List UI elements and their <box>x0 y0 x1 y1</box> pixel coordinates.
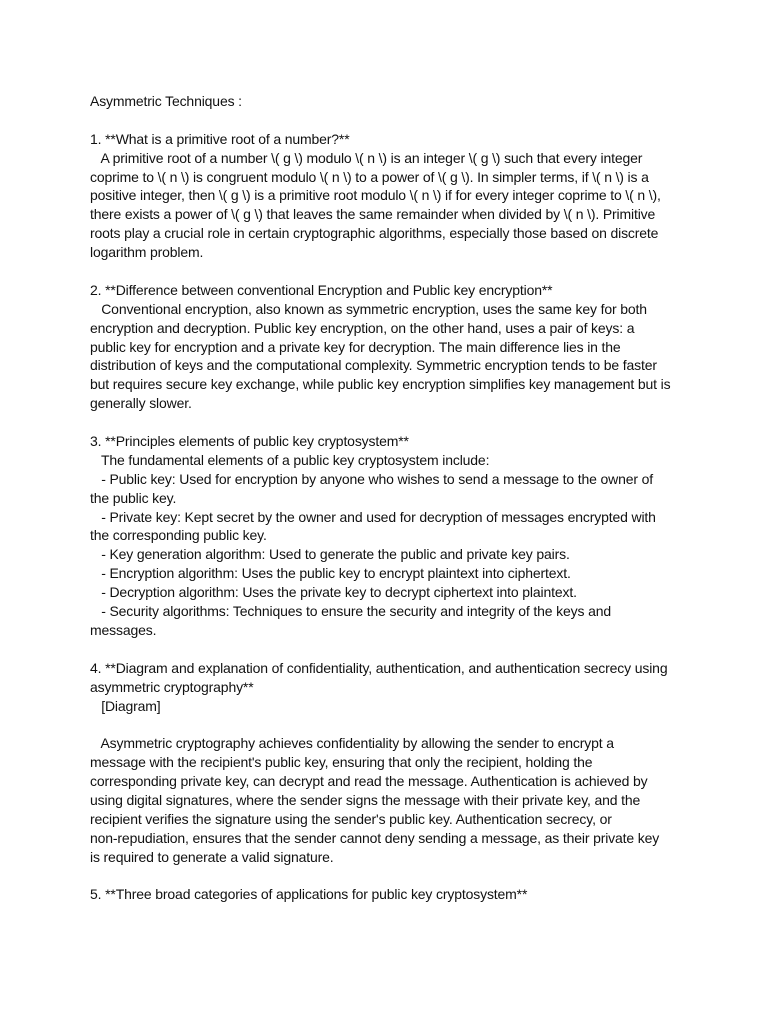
section-4-line: using digital signatures, where the sender signs the message with their private key, and the <box>90 791 641 808</box>
document-body <box>90 92 690 904</box>
section-1-line: logarithm problem. <box>90 244 204 261</box>
section-2-heading: 2. **Difference between conventional Encryption and Public key encryption** <box>90 281 553 298</box>
section-4-heading: 4. **Diagram and explanation of confidentiality, authentication, and authentication secrecy using <box>90 659 668 676</box>
section-2-line: encryption and decryption. Public key encryption, on the other hand, uses a pair of keys: a <box>90 319 635 336</box>
section-1-line: positive integer, then \( g \) is a primitive root modulo \( n \) if for every integer coprime to \( n \), <box>90 187 661 204</box>
section-3-line: - Decryption algorithm: Uses the private key to decrypt ciphertext into plaintext. <box>90 584 577 601</box>
section-2-line: distribution of keys and the computational complexity. Symmetric encryption tends to be faster <box>90 357 657 374</box>
section-3-line: the corresponding public key. <box>90 527 267 544</box>
section-1-line: coprime to \( n \) is congruent modulo \( n \) to a power of \( g \). In simpler terms, if \( n \) is a <box>90 168 649 185</box>
section-4-line: Asymmetric cryptography achieves confidentiality by allowing the sender to encrypt a <box>90 735 614 752</box>
section-5-heading: 5. **Three broad categories of applications for public key cryptosystem** <box>90 886 528 903</box>
section-2-line: public key for encryption and a private key for decryption. The main difference lies in the <box>90 338 621 355</box>
blank-line <box>90 867 690 886</box>
blank-line <box>90 262 690 281</box>
section-4-line: non-repudiation, ensures that the sender cannot deny sending a message, as their private key <box>90 829 660 846</box>
section-4-line: message with the recipient's public key, ensuring that only the recipient, holding the <box>90 754 593 771</box>
blank-line <box>90 111 690 130</box>
section-4-line: is required to generate a valid signature. <box>90 848 334 865</box>
section-3-line: the public key. <box>90 489 177 506</box>
section-1-line: there exists a power of \( g \) that leaves the same remainder when divided by \( n \). Primitive <box>90 206 656 223</box>
section-3-heading: 3. **Principles elements of public key cryptosystem** <box>90 433 409 450</box>
section-3-line: - Security algorithms: Techniques to ensure the security and integrity of the keys and <box>90 603 612 620</box>
blank-line <box>90 715 690 734</box>
section-1-line: roots play a crucial role in certain cryptographic algorithms, especially those based on discrete <box>90 225 659 242</box>
section-2-line: generally slower. <box>90 395 192 412</box>
diagram-placeholder: [Diagram] <box>90 697 161 714</box>
section-2-line: but requires secure key exchange, while public key encryption simplifies key management but is <box>90 376 671 393</box>
section-3-line: - Key generation algorithm: Used to generate the public and private key pairs. <box>90 546 570 563</box>
document-title: Asymmetric Techniques : <box>90 93 242 109</box>
blank-line <box>90 413 690 432</box>
section-3-line: - Public key: Used for encryption by anyone who wishes to send a message to the owner of <box>90 470 653 487</box>
section-1-heading: 1. **What is a primitive root of a number?** <box>90 130 350 147</box>
section-3-line: messages. <box>90 621 157 638</box>
section-3-line: - Private key: Kept secret by the owner and used for decryption of messages encrypted with <box>90 508 656 525</box>
section-3-line: The fundamental elements of a public key cryptosystem include: <box>90 451 490 468</box>
blank-line <box>90 640 690 659</box>
section-3-line: - Encryption algorithm: Uses the public key to encrypt plaintext into ciphertext. <box>90 565 571 582</box>
section-4-line: recipient verifies the signature using the sender's public key. Authentication secrecy, or <box>90 810 612 827</box>
section-2-line: Conventional encryption, also known as symmetric encryption, uses the same key for both <box>90 300 647 317</box>
section-4-heading: asymmetric cryptography** <box>90 678 254 695</box>
section-4-line: corresponding private key, can decrypt and read the message. Authentication is achieved by <box>90 773 648 790</box>
section-1-line: A primitive root of a number \( g \) modulo \( n \) is an integer \( g \) such that every integer <box>90 149 643 166</box>
